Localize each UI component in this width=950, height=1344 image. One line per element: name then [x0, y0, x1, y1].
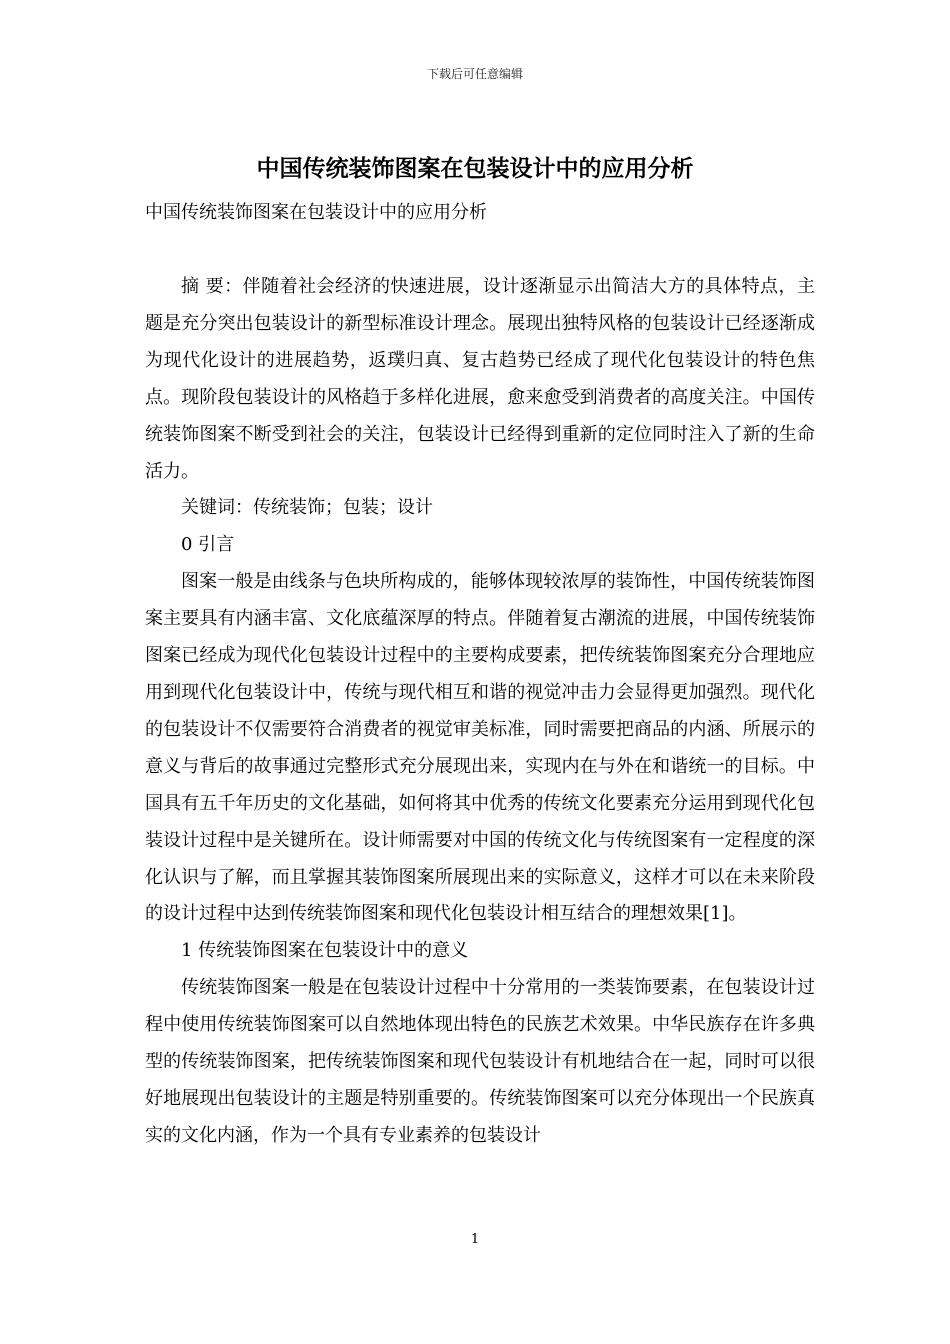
body-paragraph: 图案一般是由线条与色块所构成的，能够体现较浓厚的装饰性，中国传统装饰图案主要具有内涵丰富、文化底蕴深厚的特点。伴随着复古潮流的进展，中国传统装饰图案已经成为现代化包装设计过程中的主要构成要素，把传统装饰图案充分合理地应用到现代化包装设计中，传统与现代相互和谐的视觉冲击力会显得更加强烈。现代化的包装设计不仅需要符合消费者的视觉审美标准，同时需要把商品的内涵、所展示的意义与背后的故事通过完整形式充分展现出来，实现内在与外在和谐统一的目标。中国具有五千年历史的文化基础，如何将其中优秀的传统文化要素充分运用到现代化包装设计过程中是关键所在。设计师需要对中国的传统文化与传统图案有一定程度的深化认识与了解，而且掌握其装饰图案所展现出来的实际意义，这样才可以在未来阶段的设计过程中达到传统装饰图案和现代化包装设计相互结合的理想效果[1]。	[145, 571, 815, 925]
page-number: 1	[470, 1232, 480, 1247]
document-body	[145, 269, 815, 1155]
section-heading-introduction: 0 引言	[181, 534, 235, 556]
body-paragraph: 传统装饰图案一般是在包装设计过程中十分常用的一类装饰要素，在包装设计过程中使用传统装饰图案可以自然地体现出特色的民族艺术效果。中华民族存在许多典型的传统装饰图案，把传统装饰图案和现代包装设计有机地结合在一起，同时可以很好地展现出包装设计的主题是特别重要的。传统装饰图案可以充分体现出一个民族真实的文化内涵，作为一个具有专业素养的包装设计	[145, 977, 815, 1146]
keywords-line: 关键词：传统装饰；包装；设计	[181, 497, 433, 519]
page-header-note: 下载后可任意编辑	[426, 67, 523, 81]
section-heading-significance: 1 传统装饰图案在包装设计中的意义	[181, 940, 469, 962]
abstract-paragraph: 摘 要：伴随着社会经济的快速进展，设计逐渐显示出简洁大方的具体特点，主题是充分突出包装设计的新型标准设计理念。展现出独特风格的包装设计已经逐渐成为现代化设计的进展趋势，返璞归真、复古趋势已经成了现代化包装设计的特色焦点。现阶段包装设计的风格趋于多样化进展，愈来愈受到消费者的高度关注。中国传统装饰图案不断受到社会的关注，包装设计已经得到重新的定位同时注入了新的生命活力。	[145, 276, 815, 482]
document-subtitle: 中国传统装饰图案在包装设计中的应用分析	[145, 202, 487, 223]
document-title: 中国传统装饰图案在包装设计中的应用分析	[256, 155, 694, 182]
